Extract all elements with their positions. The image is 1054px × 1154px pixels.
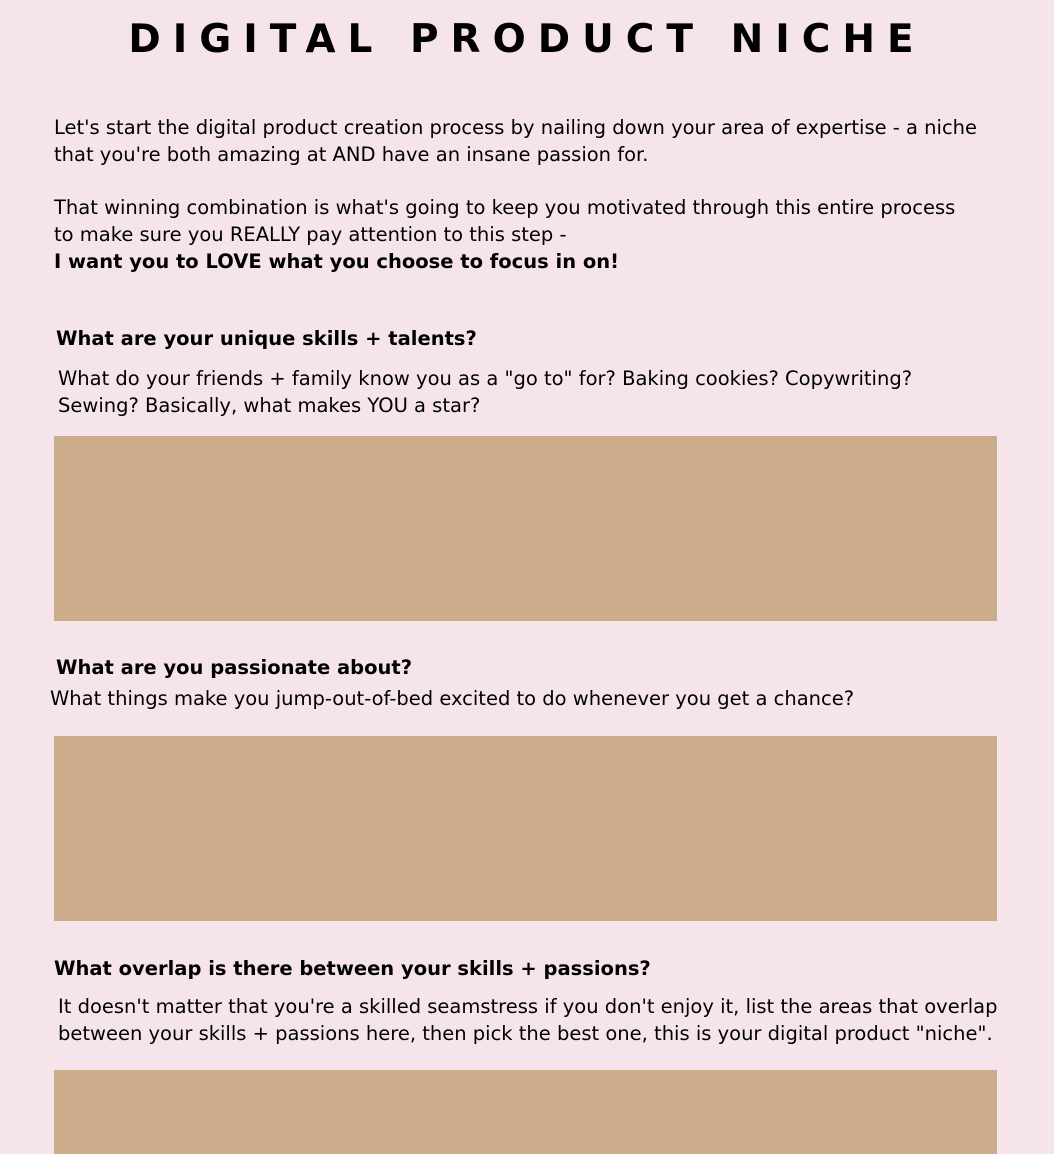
question-2-description-line-1: What things make you jump-out-of-bed excited to do whenever you get a chance? [50,687,855,710]
question-1-description-line-1: What do your friends + family know you as a "go to" for? Baking cookies? Copywriting? [58,367,913,390]
question-1-description-line-2: Sewing? Basically, what makes YOU a star? [58,394,481,417]
question-3-heading: What overlap is there between your skills + passions? [54,957,651,980]
intro-p2-line-2: to make sure you REALLY pay attention to this step - [54,223,567,246]
intro-paragraph-2 [54,194,1014,275]
page-title: DIGITAL PRODUCT NICHE [128,17,926,62]
skills-answer-field[interactable] [54,436,997,621]
question-3-description-line-2: between your skills + passions here, then pick the best one, this is your digital product "niche". [58,1022,993,1045]
question-1-heading: What are your unique skills + talents? [56,327,477,350]
question-2-description [50,685,1010,712]
question-2-heading: What are you passionate about? [56,656,413,679]
intro-emphasis: I want you to LOVE what you choose to focus in on! [54,250,620,273]
intro-paragraph-1 [54,114,1014,168]
question-1-description [58,365,1018,419]
overlap-answer-field[interactable] [54,1070,997,1154]
question-3-description [58,993,1018,1047]
intro-p1-line-2: that you're both amazing at AND have an insane passion for. [54,143,649,166]
intro-p1-line-1: Let's start the digital product creation process by nailing down your area of expertise - a niche [54,116,978,139]
passions-answer-field[interactable] [54,736,997,921]
question-3-description-line-1: It doesn't matter that you're a skilled seamstress if you don't enjoy it, list the areas that overlap [58,995,998,1018]
intro-p2-line-1: That winning combination is what's going to keep you motivated through this entire process [54,196,956,219]
